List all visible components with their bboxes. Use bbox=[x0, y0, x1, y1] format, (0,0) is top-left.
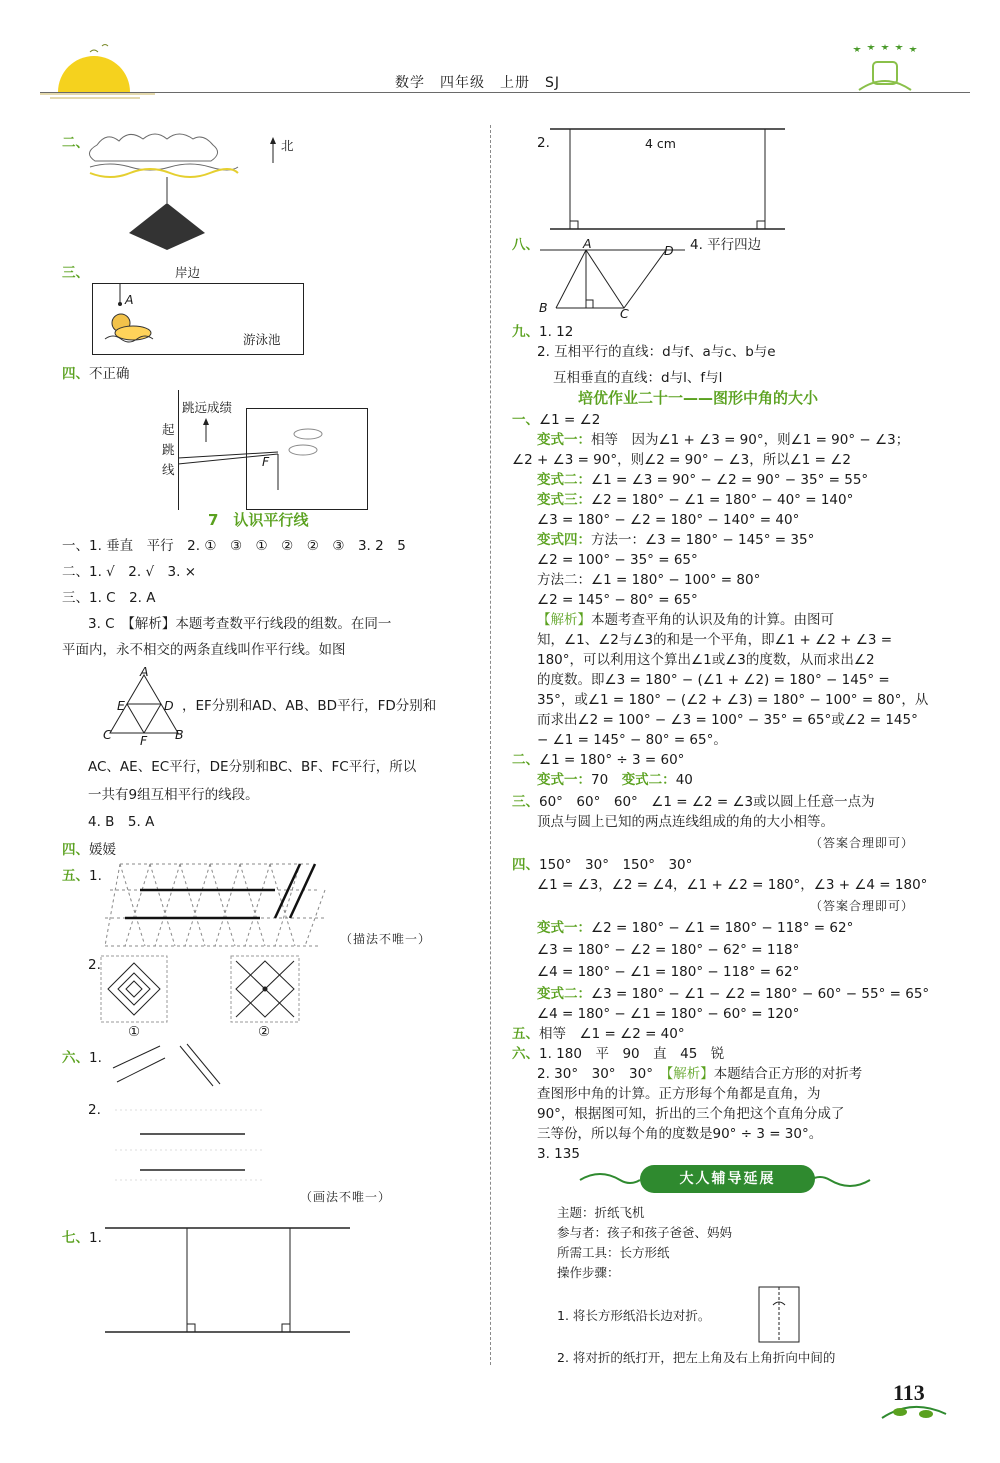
answer-line: 三等份，所以每个角的度数是90° ÷ 3 = 30°。 bbox=[537, 1126, 823, 1142]
point-a-label: A bbox=[125, 292, 134, 307]
guide-line: 参与者：孩子和孩子爸爸、妈妈 bbox=[557, 1225, 733, 1240]
answer-line: 3. C 【解析】本题考查数平行线段的组数。在同一 bbox=[88, 616, 392, 632]
swimmer-icon bbox=[101, 309, 156, 349]
item-label: 三、 bbox=[62, 265, 89, 281]
answer-line: 一共有9组互相平行的线段。 bbox=[88, 787, 259, 803]
column-divider bbox=[490, 125, 491, 1365]
answer-line: 2. bbox=[88, 1102, 101, 1118]
section-title: 培优作业二十一——图形中角的大小 bbox=[578, 389, 819, 407]
answer-line: ∠2 = 100° − 35° = 65° bbox=[537, 552, 698, 568]
tri-a-label: A bbox=[140, 664, 149, 679]
par-c-label: C bbox=[620, 306, 629, 321]
answer-line: 二、∠1 = 180° ÷ 3 = 60° bbox=[512, 752, 685, 768]
header-title: 数学 四年级 上册 SJ bbox=[395, 75, 561, 91]
guide-line: 2. 将对折的纸打开，把左上角及右上角折向中间的 bbox=[557, 1350, 836, 1365]
tri-d-label: D bbox=[164, 698, 174, 713]
answer-line: 2. 互相平行的直线：d与f、a与c、b与e bbox=[537, 344, 776, 360]
item-label: 二、 bbox=[62, 135, 89, 151]
leaf-ornament-icon bbox=[880, 1400, 950, 1425]
answer-line: 五、相等 ∠1 = ∠2 = 40° bbox=[512, 1026, 685, 1042]
note-answer: （答案合理即可） bbox=[810, 899, 915, 913]
folded-paper-icon bbox=[757, 1285, 802, 1345]
tri-c-label: C bbox=[103, 727, 112, 742]
answer-line: 而求出∠2 = 100° − ∠3 = 100° − 35° = 65°或∠2 = 145° bbox=[537, 712, 918, 728]
par-b-label: B bbox=[539, 300, 548, 315]
answer-line: 四、媛媛 bbox=[62, 842, 116, 858]
triangle-grid-figure bbox=[100, 862, 330, 950]
square-pattern-2-figure bbox=[230, 955, 302, 1025]
answer-line: 的度数。即∠3 = 180° − (∠1 + ∠2) = 180° − 145° = bbox=[537, 672, 890, 688]
parent-guide-banner: 大人辅导延展 bbox=[640, 1165, 815, 1193]
answer-line: 变式三：∠2 = 180° − ∠1 = 180° − 40° = 140° bbox=[537, 492, 854, 508]
answer-line: 180°，可以利用这个算出∠1或∠3的度数，从而求出∠2 bbox=[537, 652, 875, 668]
tri-e-label: E bbox=[117, 698, 125, 713]
point-f-label: F bbox=[262, 454, 270, 469]
answer-line: ，EF分别和AD、AB、BD平行，FD分别和 bbox=[182, 698, 437, 714]
answer-line: 变式一：70 变式二：40 bbox=[537, 772, 693, 788]
answer-line: 变式一：相等 因为∠1 + ∠3 = 90°，则∠1 = 90° − ∠3； bbox=[537, 432, 910, 448]
answer-line: ∠2 = 145° − 80° = 65° bbox=[537, 592, 698, 608]
guide-line: 操作步骤： bbox=[557, 1265, 620, 1280]
answer-line: 四、150° 30° 150° 30° bbox=[512, 857, 693, 873]
item-s4: 四、不正确 bbox=[62, 366, 130, 382]
pool-rectangle bbox=[92, 283, 304, 355]
answer-line: 变式二：∠1 = ∠3 = 90° − ∠2 = 90° − 35° = 55° bbox=[537, 472, 869, 488]
answer-line: 2. bbox=[88, 957, 101, 973]
kite-figure bbox=[85, 125, 245, 250]
answer-line: 二、1. √ 2. √ 3. × bbox=[62, 564, 197, 580]
par-a-label: A bbox=[583, 236, 592, 251]
answer-line: 查图形中角的计算。正方形每个角都是直角，为 bbox=[537, 1086, 821, 1102]
answer-line: 七、1. bbox=[62, 1230, 102, 1246]
answer-line: 平面内，永不相交的两条直线叫作平行线。如图 bbox=[62, 642, 346, 658]
answer-line: 35°，或∠1 = 180° − (∠2 + ∠3) = 180° − 100° = 80°，从 bbox=[537, 692, 929, 708]
answer-line: AC、AE、EC平行，DE分别和BC、BF、FC平行，所以 bbox=[88, 759, 417, 775]
answer-line: 一、∠1 = ∠2 bbox=[512, 412, 601, 428]
note-drawing: （描法不唯一） bbox=[340, 932, 432, 946]
guide-line: 所需工具：长方形纸 bbox=[557, 1245, 670, 1260]
answer-line: ∠4 = 180° − ∠1 = 180° − 118° = 62° bbox=[537, 964, 800, 980]
answer-line: 六、1. 180 平 90 直 45 锐 bbox=[512, 1046, 725, 1062]
answer-line: ∠4 = 180° − ∠1 = 180° − 60° = 120° bbox=[537, 1006, 800, 1022]
shore-label: 岸边 bbox=[175, 265, 201, 280]
answer-line: ∠3 = 180° − ∠2 = 180° − 140° = 40° bbox=[537, 512, 800, 528]
note-drawing: （画法不唯一） bbox=[300, 1190, 392, 1204]
start-line-1: 起 bbox=[162, 422, 175, 437]
answer-line: − ∠1 = 145° − 80° = 65°。 bbox=[537, 732, 727, 748]
item-label: 八、 bbox=[512, 237, 539, 253]
par-d-label: D bbox=[664, 243, 674, 258]
north-label: 北 bbox=[281, 138, 294, 153]
answer-line: 2. bbox=[537, 135, 550, 151]
note-answer: （答案合理即可） bbox=[810, 836, 915, 850]
north-arrow-icon bbox=[268, 137, 280, 165]
figure-1-label: ① bbox=[128, 1024, 141, 1040]
answer-line: 九、1. 12 bbox=[512, 324, 574, 340]
figure-2-label: ② bbox=[258, 1024, 271, 1040]
answer-line: 一、1. 垂直 平行 2. ① ③ ① ② ② ③ 3. 2 5 bbox=[62, 538, 406, 554]
guide-line: 1. 将长方形纸沿长边对折。 bbox=[557, 1308, 711, 1323]
header-rule bbox=[40, 92, 970, 93]
square-pattern-1-figure bbox=[100, 955, 170, 1025]
answer-line: 4. 平行四边 bbox=[690, 237, 762, 253]
answer-line: 顶点与圆上已知的两点连线组成的角的大小相等。 bbox=[537, 814, 834, 830]
answer-line: ∠1 = ∠3，∠2 = ∠4，∠1 + ∠2 = 180°，∠3 + ∠4 = 180° bbox=[537, 877, 928, 893]
answer-line: 3. 135 bbox=[537, 1146, 580, 1162]
answer-line: 五、1. bbox=[62, 868, 102, 884]
parallel-lines-figure bbox=[105, 1040, 235, 1095]
sun-logo-icon bbox=[40, 40, 160, 100]
pool-label: 游泳池 bbox=[243, 332, 281, 347]
answer-line: 互相垂直的直线：d与l、f与l bbox=[553, 370, 723, 386]
answer-line: 变式一：∠2 = 180° − ∠1 = 180° − 118° = 62° bbox=[537, 920, 854, 936]
answer-line: 4. B 5. A bbox=[88, 814, 155, 830]
stars-crown-logo-icon bbox=[845, 42, 925, 97]
length-label: 4 cm bbox=[645, 136, 676, 151]
tri-f-label: F bbox=[140, 733, 148, 748]
tri-b-label: B bbox=[175, 727, 184, 742]
answer-line: 变式四：方法一：∠3 = 180° − 145° = 35° bbox=[537, 532, 815, 548]
answer-line: 【解析】本题考查平角的认识及角的计算。由图可 bbox=[537, 612, 834, 628]
start-line-3: 线 bbox=[162, 462, 175, 477]
answer-line: 方法二：∠1 = 180° − 100° = 80° bbox=[537, 572, 761, 588]
answer-line: 变式二：∠3 = 180° − ∠1 − ∠2 = 180° − 60° − 55° = 65° bbox=[537, 986, 930, 1002]
jump-result-label: 跳远成绩 bbox=[182, 400, 233, 415]
lesson-title: 7 认识平行线 bbox=[208, 511, 309, 529]
guide-line: 主题：折纸飞机 bbox=[557, 1205, 645, 1220]
dotted-grid-lines-figure bbox=[115, 1100, 265, 1190]
long-jump-figure bbox=[162, 390, 378, 510]
page-number: 113 bbox=[893, 1380, 925, 1405]
answer-line: 知，∠1、∠2与∠3的和是一个平角，即∠1 + ∠2 + ∠3 = bbox=[537, 632, 893, 648]
start-line-2: 跳 bbox=[162, 442, 175, 457]
answer-line: 2. 30° 30° 30° 【解析】本题结合正方形的对折考 bbox=[537, 1066, 863, 1082]
answer-line: 三、1. C 2. A bbox=[62, 590, 156, 606]
answer-line: 90°，根据图可知，折出的三个角把这个直角分成了 bbox=[537, 1106, 845, 1122]
perpendicular-figure bbox=[105, 1220, 355, 1340]
answer-line: ∠3 = 180° − ∠2 = 180° − 62° = 118° bbox=[537, 942, 800, 958]
answer-line: ∠2 + ∠3 = 90°，则∠2 = 90° − ∠3，所以∠1 = ∠2 bbox=[512, 452, 851, 468]
answer-line: 三、60° 60° 60° ∠1 = ∠2 = ∠3或以圆上任意一点为 bbox=[512, 794, 875, 810]
answer-line: 六、1. bbox=[62, 1050, 102, 1066]
